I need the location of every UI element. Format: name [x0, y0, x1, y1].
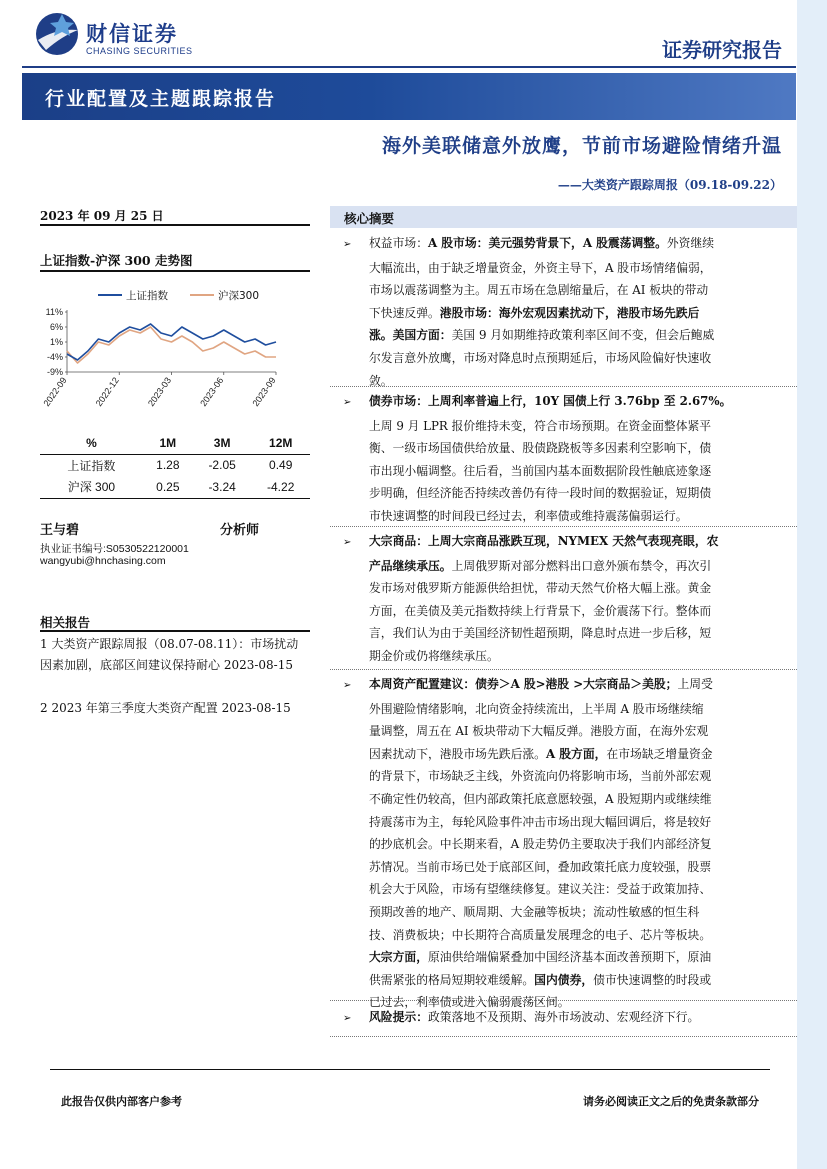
summary-line — [343, 232, 783, 257]
x-tick-label: 2023-03 — [146, 375, 174, 409]
arrow-bullet-icon: ➢ — [343, 1013, 352, 1024]
summary-text: 上周俄罗斯对部分燃料出口意外颁布禁令，再次引 — [451, 558, 712, 573]
summary-text: 敛。 — [369, 373, 393, 388]
summary-line — [343, 645, 783, 668]
summary-text: 债市快速调整的时段或 — [593, 972, 712, 987]
arrow-bullet-icon: ➢ — [343, 397, 352, 408]
summary-emphasis: 风险提示： — [369, 1010, 428, 1024]
summary-text: 技、消费板块；中长期符合高质量发展理念的电子、芯片等板块。 — [369, 927, 712, 942]
summary-emphasis: 产品继续承压。 — [369, 558, 452, 573]
summary-line — [343, 765, 783, 788]
summary-text: 市出现小幅调整。往后看，当前国内基本面数据阶段性触底迹象逐 — [369, 463, 712, 478]
summary-line — [343, 788, 783, 811]
summary-section — [343, 232, 783, 392]
report-subtitle: ——大类资产跟踪周报（09.18-09.22） — [557, 178, 782, 192]
y-tick-label: -9% — [46, 367, 63, 377]
summary-line — [343, 969, 783, 992]
summary-line — [343, 347, 783, 370]
summary-section — [343, 530, 783, 668]
summary-section — [343, 1006, 783, 1031]
summary-line — [343, 460, 783, 483]
related-divider — [40, 630, 310, 632]
table-cell: 沪深 300 — [40, 476, 143, 498]
summary-line — [343, 390, 783, 415]
summary-line — [343, 302, 783, 325]
x-tick-label: 2023-09 — [250, 375, 278, 409]
summary-text: 方面，在美债及美元指数持续上行背景下，金价震荡下行。整体而 — [369, 603, 712, 618]
related-report-item[interactable]: 2 2023 年第三季度大类资产配置 2023-08-15 — [40, 701, 291, 715]
chart-title-divider — [40, 270, 310, 272]
summary-text: 苏情况。当前市场已处于底部区间，叠加政策托底力度较强，股票 — [369, 859, 712, 874]
summary-line — [343, 437, 783, 460]
summary-line — [343, 946, 783, 969]
summary-text: 的背景下，市场缺乏主线，外资流向仍将影响市场，当前外部宏观 — [369, 769, 712, 784]
footer-disclaimer-left: 此报告仅供内部客户参考 — [61, 1095, 182, 1108]
summary-section — [343, 673, 783, 1014]
summary-text: 下快速反弹。 — [369, 305, 440, 320]
banner-title: 行业配置及主题跟踪报告 — [45, 88, 277, 110]
report-type: 证券研究报告 — [662, 38, 782, 62]
summary-emphasis: 本周资产配置建议：债券＞A 股>港股 >大宗商品＞美股； — [369, 677, 678, 691]
summary-text: 步明确，但经济能否持续改善仍有待一段时间的数据验证，短期债 — [369, 486, 712, 501]
table-header-cell: 1M — [143, 432, 193, 454]
section-divider — [330, 526, 797, 527]
summary-line — [343, 482, 783, 505]
summary-emphasis: 国内债券， — [534, 972, 594, 987]
section-divider — [330, 669, 797, 670]
summary-line — [343, 743, 783, 766]
summary-line — [343, 720, 783, 743]
report-title: 海外美联储意外放鹰，节前市场避险情绪升温 — [381, 135, 782, 157]
brand-english-name: CHASING SECURITIES — [86, 46, 193, 56]
x-tick-label: 2022-09 — [41, 375, 69, 409]
series-line-csi300 — [67, 327, 276, 363]
summary-text: 外围避险情绪影响，北向资金持续流出，上半周 A 股市场继续缩 — [369, 701, 704, 716]
summary-line — [343, 878, 783, 901]
summary-line — [343, 673, 783, 698]
y-tick-label: 6% — [49, 322, 63, 332]
table-cell: -3.24 — [193, 476, 252, 498]
summary-text: 言，我们认为由于美国经济韧性超预期，降息时点进一步后移，短 — [369, 626, 712, 641]
table-header-cell: % — [40, 432, 143, 454]
table-header-cell: 12M — [251, 432, 310, 454]
summary-text: 衡、一级市场国债供给放量、股债跷跷板等多因素利空影响下，债 — [369, 441, 712, 456]
section-divider — [330, 1036, 797, 1037]
logo-icon — [32, 10, 82, 56]
summary-line — [343, 279, 783, 302]
footer-disclaimer-right: 请务必阅读正文之后的免责条款部分 — [583, 1095, 759, 1108]
legend-label: 沪深300 — [218, 290, 260, 302]
summary-text: 发市场对俄罗斯方能源供给担忧，带动天然气价格大幅上涨。黄金 — [369, 581, 712, 596]
related-reports-title: 相关报告 — [40, 615, 91, 630]
section-divider — [330, 1000, 797, 1001]
summary-emphasis: 涨。美国方面： — [369, 328, 452, 343]
summary-line — [343, 856, 783, 879]
summary-text: 市场以震荡调整为主。周五市场在急剧缩量后，在 AI 板块的带动 — [369, 283, 709, 298]
summary-line — [343, 324, 783, 347]
summary-text: 尔发言意外放鹰，市场对降息时点预期延后，市场风险偏好快速收 — [369, 350, 712, 365]
summary-heading: 核心摘要 — [344, 211, 395, 226]
category-banner — [22, 73, 796, 120]
summary-heading-bar — [330, 206, 797, 228]
summary-text: 原油供给端偏紧叠加中国经济基本面改善预期下，原油 — [428, 950, 712, 965]
section-divider — [330, 386, 797, 387]
summary-text: 在市场缺乏增量资金 — [606, 746, 713, 761]
table-cell: -2.05 — [208, 458, 236, 473]
summary-text: 市快速调整的时间段已经过去，利率债或维持震荡偏弱运行。 — [369, 508, 688, 523]
summary-emphasis: A 股市场：美元强势背景下，A 股震荡调整。 — [428, 236, 667, 250]
summary-emphasis: 港股市场：海外宏观因素扰动下，港股市场先跌后 — [439, 305, 700, 320]
company-logo — [32, 10, 232, 60]
arrow-bullet-icon: ➢ — [343, 239, 352, 250]
summary-line — [343, 555, 783, 578]
header-divider — [22, 66, 796, 68]
summary-text: 的抄底机会。中长期来看，A 股走势仍主要取决于我们内部经济复 — [369, 837, 712, 852]
summary-text: 上周 9 月 LPR 报价维持未变，符合市场预期。在资金面整体紧平 — [369, 418, 712, 433]
summary-line — [343, 1006, 783, 1031]
summary-text: 量调整，周五在 AI 板块带动下大幅反弹。港股方面，在海外宏观 — [369, 724, 709, 739]
analyst-certificate: 执业证书编号:S0530522120001 — [40, 543, 189, 555]
summary-line — [343, 505, 783, 528]
summary-line — [343, 833, 783, 856]
table-cell: 上证指数 — [67, 458, 116, 473]
date-divider — [40, 224, 310, 226]
summary-text: 供需紧张的格局短期较难缓解。 — [369, 972, 535, 987]
x-tick-label: 2022-12 — [93, 375, 121, 409]
arrow-bullet-icon: ➢ — [343, 537, 352, 548]
summary-text: 美国 9 月如期维持政策利率区间不变，但会后鲍威 — [451, 328, 715, 343]
summary-line — [343, 622, 783, 645]
chart-title: 上证指数-沪深 300 走势图 — [40, 253, 193, 268]
summary-emphasis: 债券市场：上周利率普遍上行，10Y 国债上行 3.76bp 至 2.67%。 — [369, 394, 732, 408]
table-cell: 0.49 — [269, 458, 293, 473]
table-cell: -4.22 — [251, 476, 310, 498]
summary-emphasis: 大宗商品：上周大宗商品涨跌互现，NYMEX 天然气表现亮眼，农 — [369, 534, 719, 548]
summary-line — [343, 698, 783, 721]
side-decoration-strip — [797, 0, 827, 1169]
related-report-item[interactable]: 1 大类资产跟踪周报（08.07-08.11）：市场扰动因素加剧，底部区间建议保持耐心 2023-08-15 — [40, 637, 299, 672]
summary-text: 因素扰动下，港股市场先跌后涨。 — [369, 746, 546, 761]
summary-text: 不确定性仍较高，但内部政策托底意愿较强，A 股短期内或继续维 — [369, 791, 712, 806]
summary-text: 期金价或仍将继续承压。 — [369, 648, 499, 663]
analyst-email[interactable]: wangyubi@hnchasing.com — [40, 555, 166, 567]
table-row — [40, 476, 310, 498]
table-cell: 1.28 — [156, 458, 180, 473]
footer-divider — [50, 1069, 770, 1070]
arrow-bullet-icon: ➢ — [343, 680, 352, 691]
summary-line — [343, 370, 783, 393]
table-cell: 0.25 — [143, 476, 193, 498]
summary-line — [343, 924, 783, 947]
summary-line — [343, 600, 783, 623]
summary-text: 外资继续 — [666, 236, 715, 250]
summary-text: 预期改善的地产、顺周期、大金融等板块；流动性敏感的恒生科 — [369, 904, 700, 919]
summary-line — [343, 257, 783, 280]
summary-section — [343, 390, 783, 528]
x-tick-label: 2023-06 — [198, 375, 226, 409]
index-trend-chart — [40, 282, 320, 422]
table-header-cell: 3M — [193, 432, 252, 454]
summary-line — [343, 530, 783, 555]
brand-name: 财信证券 — [86, 22, 178, 46]
y-tick-label: -4% — [46, 352, 63, 362]
performance-table — [40, 432, 310, 499]
y-tick-label: 11% — [45, 307, 63, 317]
summary-text: 政策落地不及预期、海外市场波动、宏观经济下行。 — [428, 1010, 700, 1024]
summary-text: 大幅流出，由于缺乏增量资金，外资主导下，A 股市场情绪偏弱， — [369, 260, 712, 275]
y-tick-label: 1% — [49, 337, 63, 347]
summary-text: 权益市场： — [369, 236, 428, 250]
summary-line — [343, 577, 783, 600]
summary-text: 上周受 — [677, 677, 713, 691]
analyst-name: 王与碧 — [40, 523, 80, 538]
summary-text: 持震荡市为主，每轮风险事件冲击市场出现大幅回调后，将是较好 — [369, 814, 712, 829]
report-date: 2023 年 09 月 25 日 — [40, 209, 164, 223]
summary-emphasis: A 股方面， — [545, 746, 607, 761]
summary-emphasis: 大宗方面， — [369, 950, 428, 965]
analyst-role: 分析师 — [220, 523, 260, 538]
summary-text: 已过去，利率债或进入偏弱震荡区间。 — [369, 995, 570, 1010]
summary-line — [343, 901, 783, 924]
summary-text: 机会大于风险，市场有望继续修复。建议关注：受益于政策加持、 — [369, 882, 712, 897]
summary-line — [343, 415, 783, 438]
summary-line — [343, 811, 783, 834]
table-row — [40, 454, 310, 476]
table-header-row — [40, 432, 310, 454]
legend-label: 上证指数 — [126, 290, 168, 302]
